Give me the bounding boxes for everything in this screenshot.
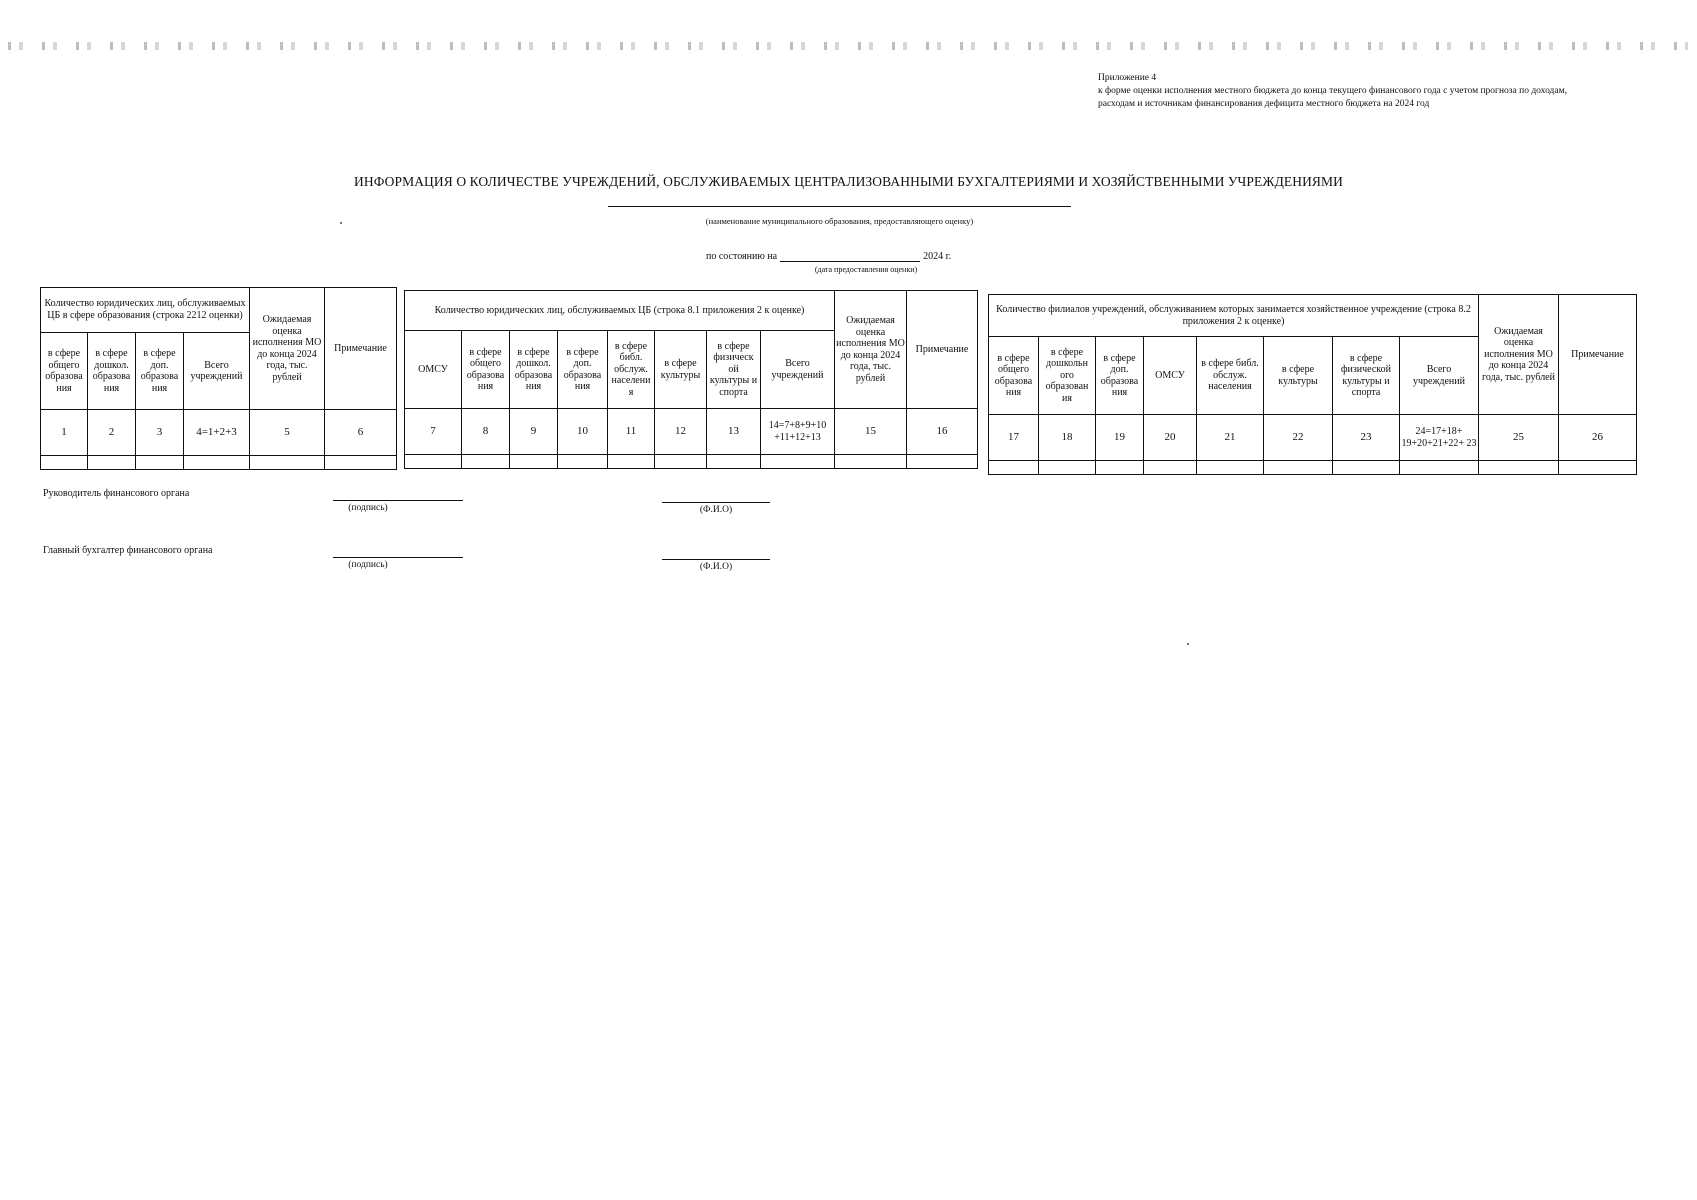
table2-empty-cell xyxy=(707,455,761,469)
table2-note-header: Примечание xyxy=(907,291,978,409)
as-of-date-blank xyxy=(780,250,920,262)
table-branches-household xyxy=(988,294,1637,475)
table3-empty-cell xyxy=(1559,461,1637,475)
table3-empty-cell xyxy=(1333,461,1400,475)
table3-num-21: 21 xyxy=(1197,415,1264,461)
table3-empty-cell xyxy=(1144,461,1197,475)
table3-col-culture: в сфере культуры xyxy=(1264,337,1333,415)
head-signature-caption: (подпись) xyxy=(348,503,388,513)
table2-num-13: 13 xyxy=(707,409,761,455)
scan-artifact-line xyxy=(8,42,1688,50)
scan-speck xyxy=(340,222,342,224)
table2-empty-cell xyxy=(761,455,835,469)
table1-empty-cell xyxy=(88,456,136,470)
table1-group-header: Количество юридических лиц, обслуживаемых ЦБ в сфере образования (строка 2212 оценки) xyxy=(41,288,250,333)
table2-col-library: в сфере библ. обслуж. населени я xyxy=(608,331,655,409)
table2-num-9: 9 xyxy=(510,409,558,455)
table1-empty-cell xyxy=(136,456,184,470)
table2-empty-cell xyxy=(405,455,462,469)
table3-num-22: 22 xyxy=(1264,415,1333,461)
table2-num-7: 7 xyxy=(405,409,462,455)
as-of-prefix: по состоянию на xyxy=(706,251,778,262)
table2-col-culture: в сфере культуры xyxy=(655,331,707,409)
table3-empty-cell xyxy=(1400,461,1479,475)
table3-col-preschool: в сфере дошкольн ого образован ия xyxy=(1039,337,1096,415)
table2-group-header: Количество юридических лиц, обслуживаемых ЦБ (строка 8.1 приложения 2 к оценке) xyxy=(405,291,835,331)
table1-col-additional-education: в сфере доп. образова ния xyxy=(136,333,184,410)
table1-expected-header: Ожидаемая оценка исполнения МО до конца 2024 года, тыс. рублей xyxy=(250,288,325,410)
table3-num-26: 26 xyxy=(1559,415,1637,461)
table1-num-3: 3 xyxy=(136,410,184,456)
table3-col-sport: в сфере физической культуры и спорта xyxy=(1333,337,1400,415)
table3-expected-header: Ожидаемая оценка исполнения МО до конца 2024 года, тыс. рублей xyxy=(1479,295,1559,415)
table1-num-5: 5 xyxy=(250,410,325,456)
table3-group-header: Количество филиалов учреждений, обслуживанием которых занимается хозяйственное учреждение (строка 8.2 приложения 2 к оценке) xyxy=(989,295,1479,337)
table3-num-24: 24=17+18+ 19+20+21+22+ 23 xyxy=(1400,415,1479,461)
accountant-signature-line xyxy=(333,557,463,558)
table2-col-preschool: в сфере дошкол. образова ния xyxy=(510,331,558,409)
table2-col-additional-education: в сфере доп. образова ния xyxy=(558,331,608,409)
table2-num-16: 16 xyxy=(907,409,978,455)
accountant-name-line xyxy=(662,559,770,560)
as-of-suffix: 2024 г. xyxy=(923,251,952,262)
head-label: Руководитель финансового органа xyxy=(43,488,190,499)
table2-num-8: 8 xyxy=(462,409,510,455)
table2-empty-cell xyxy=(510,455,558,469)
table2-empty-cell xyxy=(608,455,655,469)
table3-num-25: 25 xyxy=(1479,415,1559,461)
table1-num-4: 4=1+2+3 xyxy=(184,410,250,456)
table2-empty-cell xyxy=(462,455,510,469)
chief-accountant-label: Главный бухгалтер финансового органа xyxy=(43,545,213,556)
table-education-cb xyxy=(40,287,397,470)
table3-num-20: 20 xyxy=(1144,415,1197,461)
table3-empty-cell xyxy=(989,461,1039,475)
table2-empty-cell xyxy=(558,455,608,469)
as-of-caption: (дата предоставления оценки) xyxy=(814,265,918,274)
appendix-line-3: расходам и источникам финансирования дефицита местного бюджета на 2024 год xyxy=(1098,99,1430,109)
accountant-signature-caption: (подпись) xyxy=(348,560,388,570)
table2-num-11: 11 xyxy=(608,409,655,455)
table1-col-preschool: в сфере дошкол. образова ния xyxy=(88,333,136,410)
table3-col-additional-education: в сфере доп. образова ния xyxy=(1096,337,1144,415)
table3-note-header: Примечание xyxy=(1559,295,1637,415)
head-signature-line xyxy=(333,500,463,501)
table3-empty-cell xyxy=(1197,461,1264,475)
table2-num-15: 15 xyxy=(835,409,907,455)
table1-empty-cell xyxy=(41,456,88,470)
table3-col-library: в сфере библ. обслуж. населения xyxy=(1197,337,1264,415)
table1-num-2: 2 xyxy=(88,410,136,456)
table1-empty-cell xyxy=(250,456,325,470)
table2-num-14: 14=7+8+9+10 +11+12+13 xyxy=(761,409,835,455)
table2-expected-header: Ожидаемая оценка исполнения МО до конца 2024 года, тыс. рублей xyxy=(835,291,907,409)
table3-col-total: Всего учреждений xyxy=(1400,337,1479,415)
table1-empty-cell xyxy=(325,456,397,470)
table1-col-general-education: в сфере общего образова ния xyxy=(41,333,88,410)
table3-empty-cell xyxy=(1264,461,1333,475)
table2-col-sport: в сфере физическ ой культуры и спорта xyxy=(707,331,761,409)
appendix-line-2: к форме оценки исполнения местного бюджета до конца текущего финансового года с учетом прогноза по доходам, xyxy=(1098,86,1567,96)
as-of-line xyxy=(706,250,951,262)
table2-empty-cell xyxy=(835,455,907,469)
scan-speck xyxy=(1187,643,1189,645)
table2-col-omsu: ОМСУ xyxy=(405,331,462,409)
table1-note-header: Примечание xyxy=(325,288,397,410)
table3-num-23: 23 xyxy=(1333,415,1400,461)
head-name-line xyxy=(662,502,770,503)
table1-num-6: 6 xyxy=(325,410,397,456)
table1-col-total: Всего учреждений xyxy=(184,333,250,410)
table2-num-10: 10 xyxy=(558,409,608,455)
municipality-caption: (наименование муниципального образования, предоставляющего оценку) xyxy=(705,216,974,226)
table2-num-12: 12 xyxy=(655,409,707,455)
head-name-caption: (Ф.И.О) xyxy=(699,505,733,515)
accountant-name-caption: (Ф.И.О) xyxy=(699,562,733,572)
document-title: ИНФОРМАЦИЯ О КОЛИЧЕСТВЕ УЧРЕЖДЕНИЙ, ОБСЛУЖИВАЕМЫХ ЦЕНТРАЛИЗОВАННЫМИ БУХГАЛТЕРИЯМИ И ХОЗЯЙСТВЕННЫМИ УЧРЕЖДЕНИЯМИ xyxy=(354,174,1343,189)
table-cb-entities xyxy=(404,290,978,469)
table1-empty-cell xyxy=(184,456,250,470)
appendix-line-1: Приложение 4 xyxy=(1098,73,1157,83)
table2-empty-cell xyxy=(907,455,978,469)
table3-empty-cell xyxy=(1039,461,1096,475)
table3-empty-cell xyxy=(1096,461,1144,475)
table3-num-19: 19 xyxy=(1096,415,1144,461)
table2-col-general-education: в сфере общего образова ния xyxy=(462,331,510,409)
table3-empty-cell xyxy=(1479,461,1559,475)
appendix-note xyxy=(1098,72,1567,111)
municipality-blank-line xyxy=(608,206,1071,207)
table3-num-17: 17 xyxy=(989,415,1039,461)
table3-num-18: 18 xyxy=(1039,415,1096,461)
table1-num-1: 1 xyxy=(41,410,88,456)
table2-empty-cell xyxy=(655,455,707,469)
table2-col-total: Всего учреждений xyxy=(761,331,835,409)
table3-col-general-education: в сфере общего образова ния xyxy=(989,337,1039,415)
table3-col-omsu: ОМСУ xyxy=(1144,337,1197,415)
